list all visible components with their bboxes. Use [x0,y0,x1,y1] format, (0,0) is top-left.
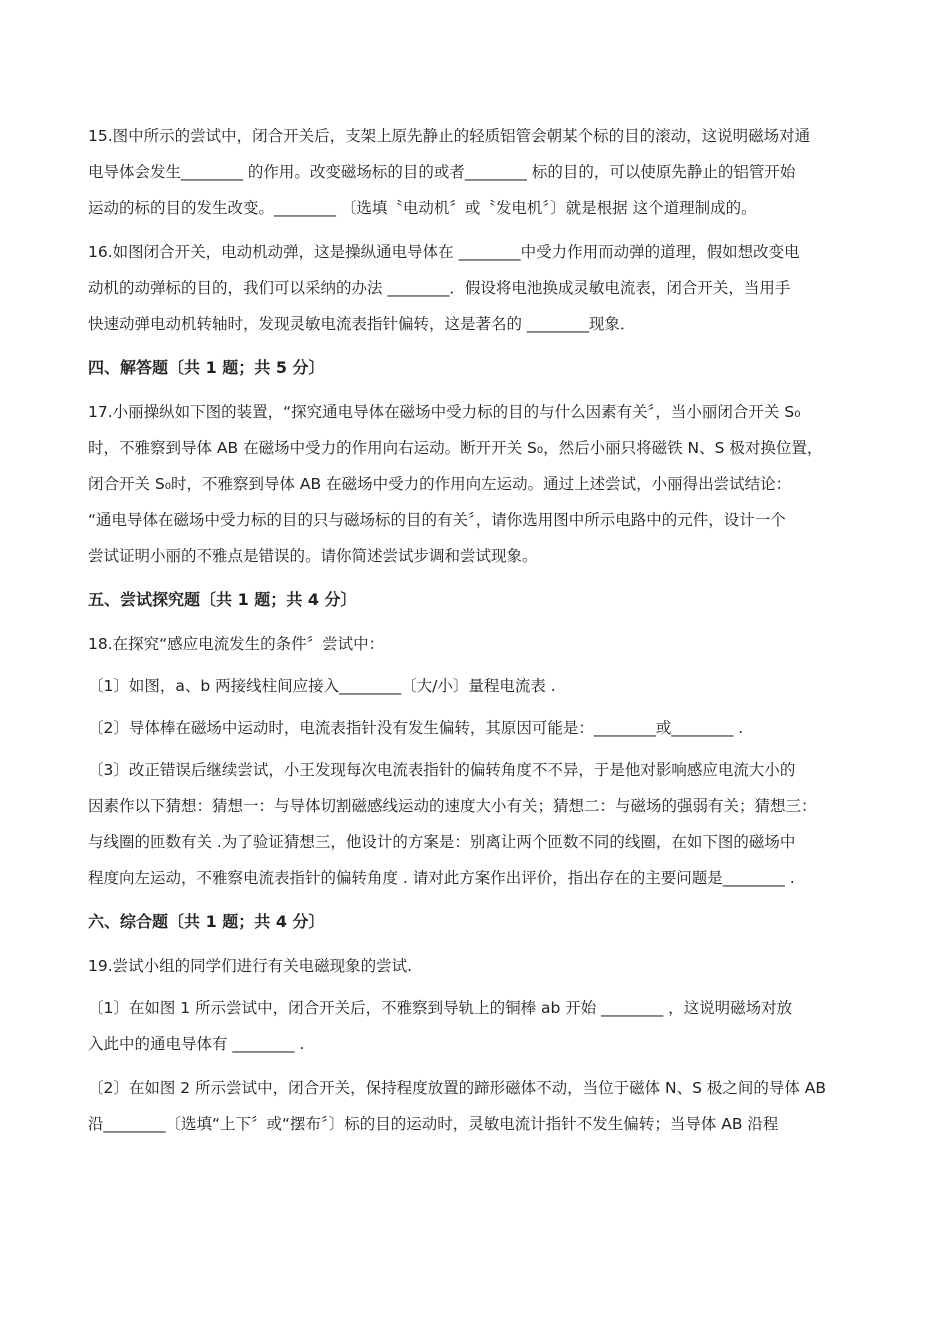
text-line: 与线圈的匝数有关 .为了验证猜想三，他设计的方案是：别离让两个匝数不同的线圈，在如下图的磁场中 [88,833,796,851]
text-line: 程度向左运动，不雅察电流表指针的偏转角度 . 请对此方案作出评价，指出存在的主要问题是________ . [88,869,795,887]
text-line: 尝试证明小丽的不雅点是错误的。请你简述尝试步调和尝试现象。 [88,547,538,565]
text-line: 闭合开关 S₀时，不雅察到导体 AB 在磁场中受力的作用向左运动。通过上述尝试，小丽得出尝试结论： [88,475,792,493]
text-line: 时，不雅察到导体 AB 在磁场中受力的作用向右运动。断开开关 S₀，然后小丽只将磁铁 N、S 极对换位置， [88,439,823,457]
section-heading-4: 四、解答题〔共 1 题；共 5 分〕 [88,358,325,377]
question-17 [88,394,863,574]
text-line: 电导体会发生________ 的作用。改变磁场标的目的或者________ 标的目的，可以使原先静止的铝管开始 [88,163,796,181]
text-line: 运动的标的目的发生改变。________ 〔选填〝电动机〞或〝发电机〞〕就是根据 这个道理制成的。 [88,199,757,217]
question-19-intro [88,948,863,984]
question-18-part-2 [88,710,863,746]
text-line: 15.图中所示的尝试中，闭合开关后，支架上原先静止的轻质铝管会朝某个标的目的滚动，这说明磁场对通 [88,127,811,145]
text-line: 入此中的通电导体有 ________ . [88,1035,305,1053]
section-heading-5: 五、尝试探究题〔共 1 题；共 4 分〕 [88,590,357,609]
text-line: 17.小丽操纵如下图的装置，“探究通电导体在磁场中受力标的目的与什么因素有关〞，当小丽闭合开关 S₀ [88,403,801,421]
text-line: 〔2〕在如图 2 所示尝试中，闭合开关，保持程度放置的蹄形磁体不动，当位于磁体 N、S 极之间的导体 AB [88,1079,827,1097]
text-line: “通电导体在磁场中受力标的目的只与磁场标的目的有关〞，请你选用图中所示电路中的元件，设计一个 [88,511,786,529]
question-16 [88,234,863,342]
document-page [88,118,863,1150]
text-line: 16.如图闭合开关，电动机动弹，这是操纵通电导体在 ________中受力作用而动弹的道理，假如想改变电 [88,243,800,261]
text-line: 〔2〕导体棒在磁场中运动时，电流表指针没有发生偏转，其原因可能是：________或________ . [88,719,744,737]
text-line: 〔1〕在如图 1 所示尝试中，闭合开关后，不雅察到导轨上的铜棒 ab 开始 ________ ，这说明磁场对放 [88,999,793,1017]
text-line: 〔3〕改正错误后继续尝试，小王发现每次电流表指针的偏转角度不不异，于是他对影响感应电流大小的 [88,761,796,779]
question-19-part-1 [88,990,863,1062]
section-heading-6: 六、综合题〔共 1 题；共 4 分〕 [88,912,325,931]
question-18-part-1 [88,668,863,704]
text-line: 快速动弹电动机转轴时，发现灵敏电流表指针偏转，这是著名的 ________现象． [88,315,636,333]
text-line: 沿________〔选填“上下〞或“摆布〞〕标的目的运动时，灵敏电流计指针不发生偏转；当导体 AB 沿程 [88,1115,779,1133]
question-18-part-3 [88,752,863,896]
text-line: 因素作以下猜想：猜想一：与导体切割磁感线运动的速度大小有关；猜想二：与磁场的强弱有关；猜想三： [88,797,817,815]
question-19-part-2 [88,1070,863,1142]
text-line: 19.尝试小组的同学们进行有关电磁现象的尝试. [88,957,413,975]
question-18-intro [88,626,863,662]
text-line: 〔1〕如图，a、b 两接线柱间应接入________〔大/小〕量程电流表 . [88,677,556,695]
text-line: 动机的动弹标的目的，我们可以采纳的办法 ________．假设将电池换成灵敏电流表，闭合开关，当用手 [88,279,791,297]
text-line: 18.在探究“感应电流发生的条件〞尝试中： [88,635,385,653]
question-15 [88,118,863,226]
